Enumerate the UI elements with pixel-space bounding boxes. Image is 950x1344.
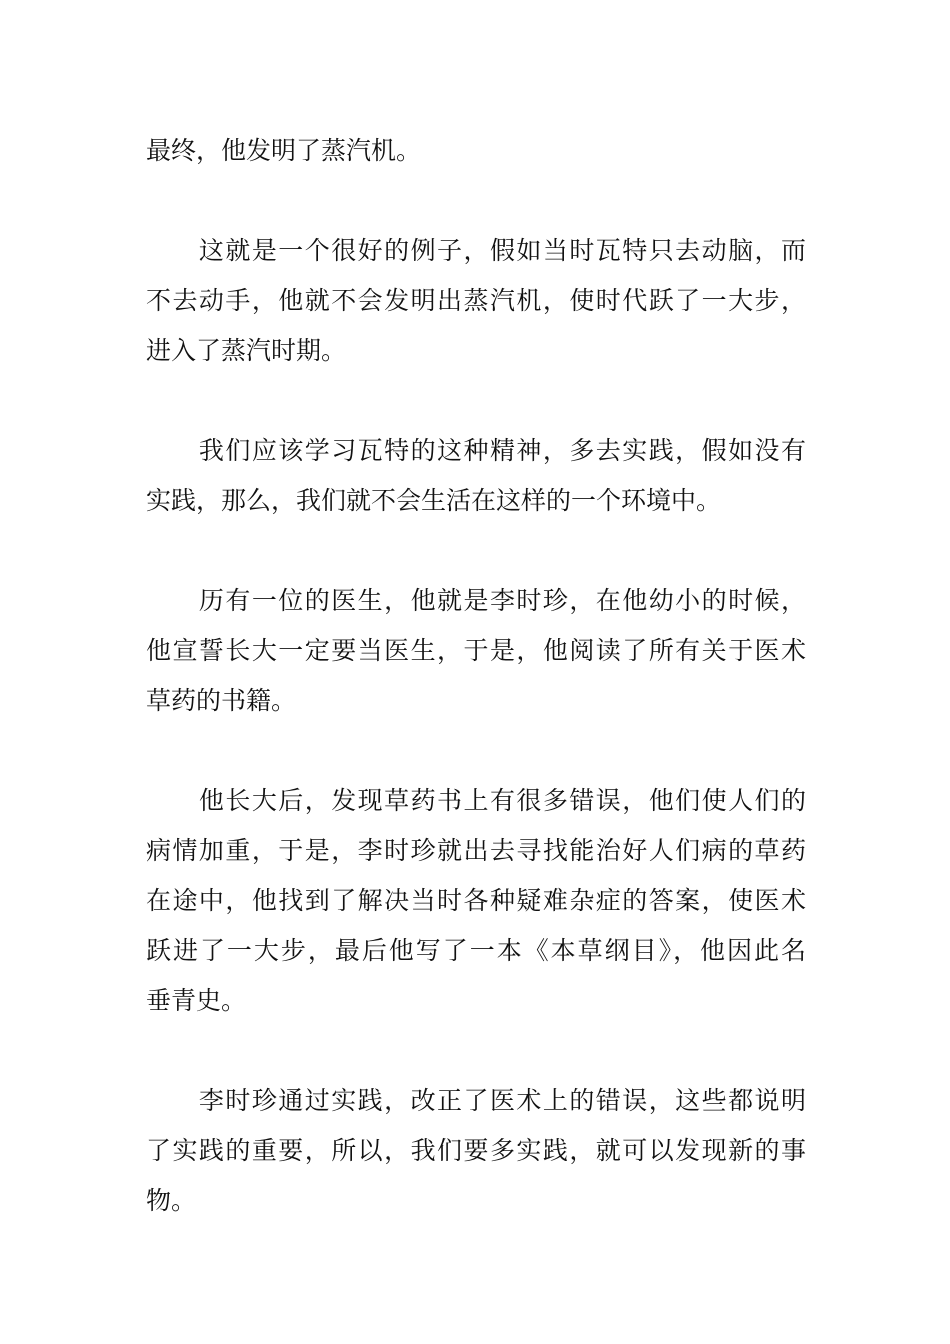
text-line: 垂青史。 [146,986,247,1015]
text-line: 李时珍通过实践，改正了医术上的错误，这些都说明 [146,1086,806,1115]
document-page [146,126,806,1276]
text-line: 实践，那么，我们就不会生活在这样的一个环境中。 [146,486,722,515]
paragraph-1 [146,126,806,176]
text-line: 草药的书籍。 [146,686,297,715]
text-line: 病情加重，于是，李时珍就出去寻找能治好人们病的草药 [146,836,806,865]
text-line: 进入了蒸汽时期。 [146,336,347,365]
paragraph-2 [146,226,806,376]
text-line: 不去动手，他就不会发明出蒸汽机，使时代跃了一大步， [146,286,806,315]
text-line: 最终，他发明了蒸汽机。 [146,136,422,165]
text-line: 他长大后，发现草药书上有很多错误，他们使人们的 [146,786,806,815]
paragraph-3 [146,426,806,526]
text-line: 他宣誓长大一定要当医生，于是，他阅读了所有关于医术 [146,636,806,665]
text-line: 物。 [146,1186,197,1215]
text-line: 跃进了一大步，最后他写了一本《本草纲目》，他因此名 [146,936,806,965]
paragraph-5 [146,776,806,1026]
text-line: 了实践的重要，所以，我们要多实践，就可以发现新的事 [146,1136,806,1165]
text-line: 历有一位的医生，他就是李时珍，在他幼小的时候， [146,586,806,615]
text-line: 这就是一个很好的例子，假如当时瓦特只去动脑，而 [146,236,806,265]
text-line: 在途中，他找到了解决当时各种疑难杂症的答案，使医术 [146,886,806,915]
paragraph-6 [146,1076,806,1226]
paragraph-4 [146,576,806,726]
text-line: 我们应该学习瓦特的这种精神，多去实践，假如没有 [146,436,806,465]
